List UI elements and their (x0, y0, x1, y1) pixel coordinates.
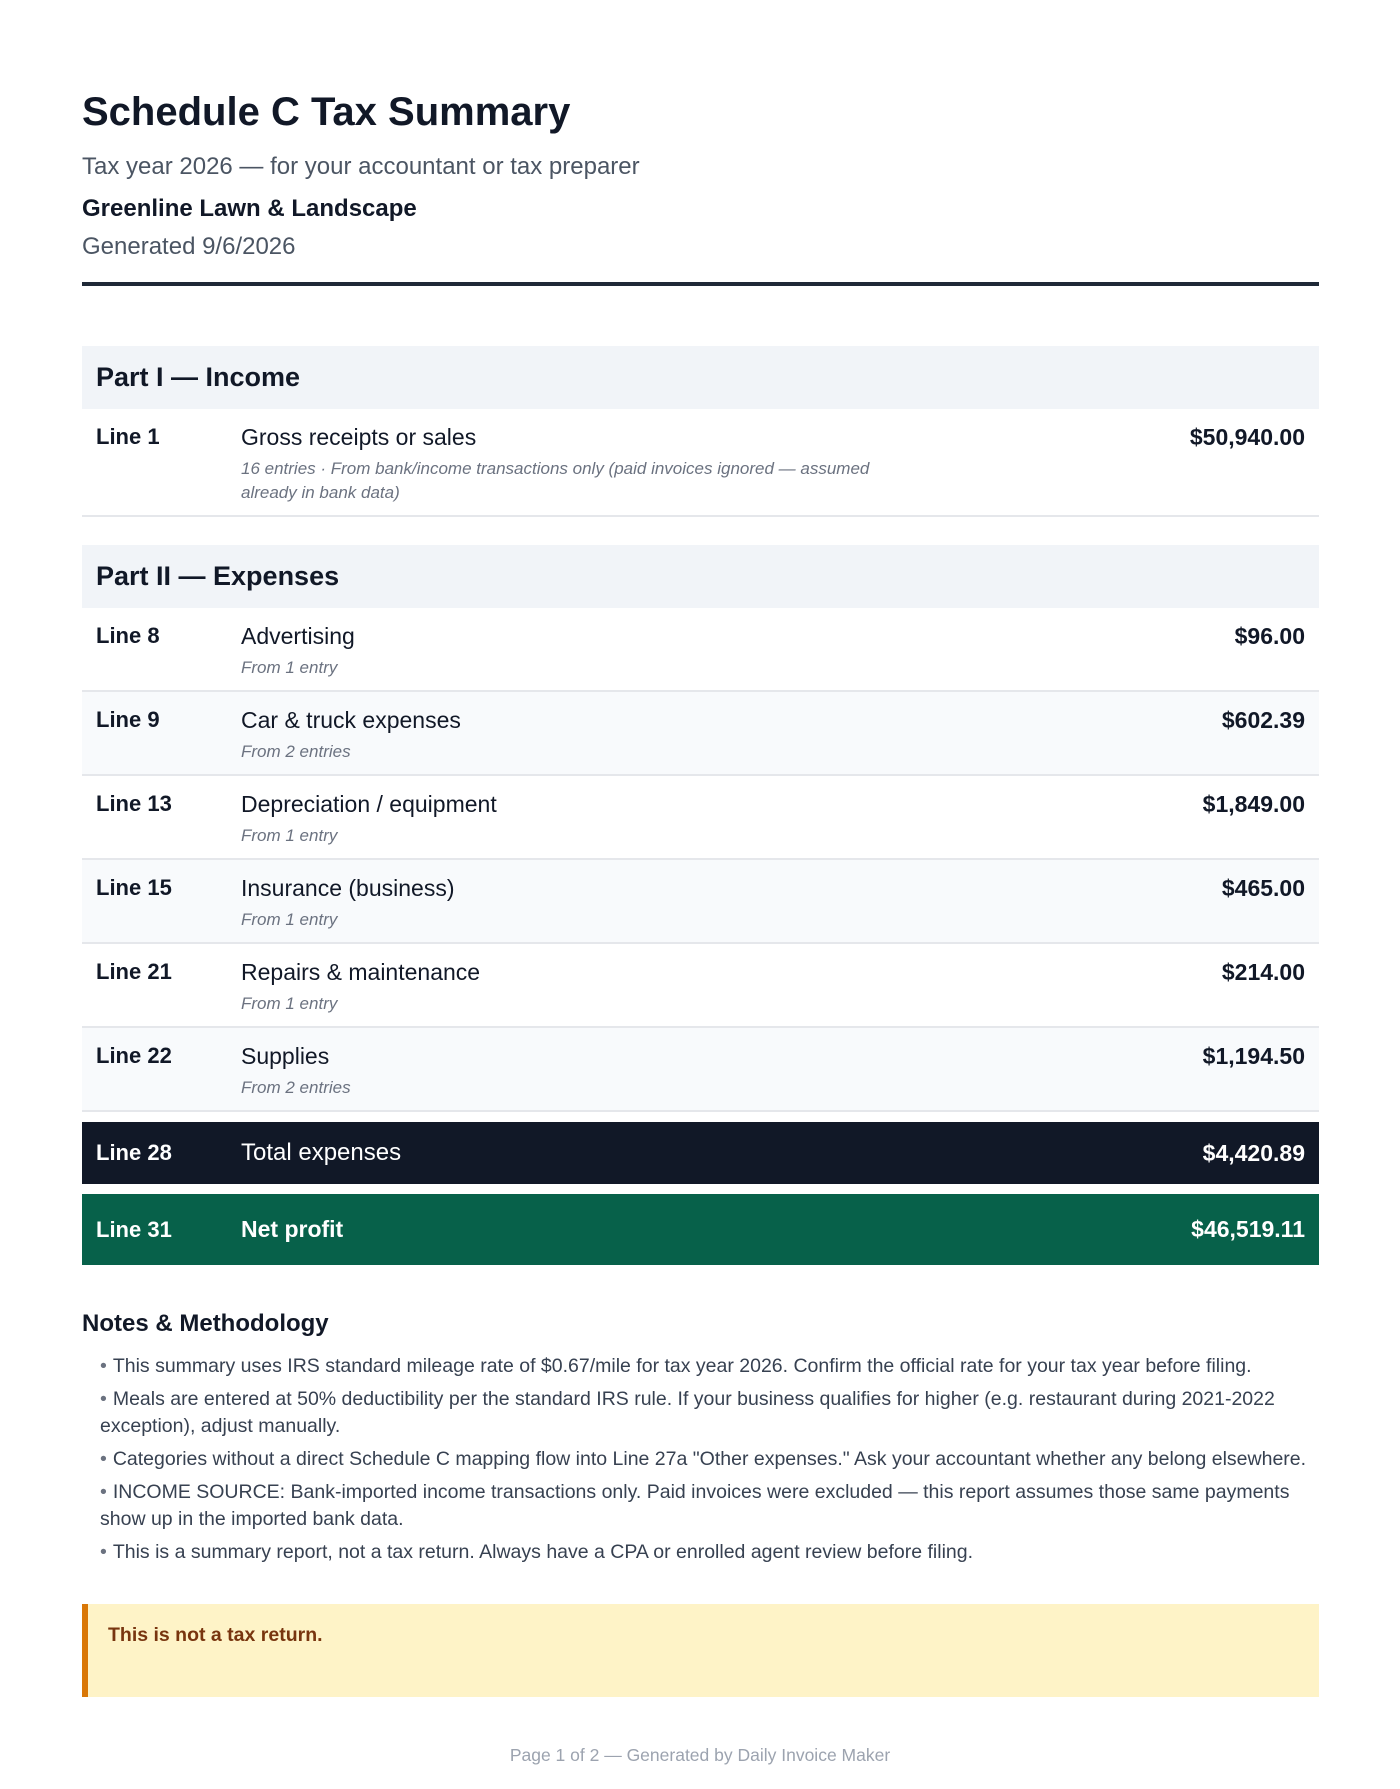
line-label: Car & truck expenses (241, 707, 461, 733)
bullet-icon: • (100, 1541, 107, 1563)
line-note: 16 entries · From bank/income transactions only (paid invoices ignored — assumed already in bank data) (241, 459, 870, 502)
line-description (241, 622, 1235, 680)
line-amount: $1,849.00 (1202, 791, 1305, 817)
table-row (82, 776, 1319, 860)
notes-heading: Notes & Methodology (82, 1310, 329, 1337)
warning-callout (82, 1604, 1319, 1697)
line-description (241, 790, 1203, 848)
table-row (82, 860, 1319, 944)
line-note: From 2 entries (241, 1078, 351, 1097)
page-footer: Page 1 of 2 — Generated by Daily Invoice Maker (509, 1745, 891, 1765)
line-note: From 1 entry (241, 910, 338, 929)
document-content (82, 84, 1319, 1697)
page-subtitle: Tax year 2026 — for your accountant or tax preparer (82, 153, 640, 180)
list-item (100, 1386, 1319, 1440)
line-number: Line 13 (96, 791, 172, 816)
line-description (241, 1042, 1203, 1100)
line-label: Advertising (241, 623, 355, 649)
business-name: Greenline Lawn & Landscape (82, 195, 417, 222)
line-label: Insurance (business) (241, 875, 455, 901)
net-profit-row (82, 1194, 1319, 1265)
line-number: Line 1 (96, 424, 160, 449)
line-number: Line 15 (96, 875, 172, 900)
net-profit-amount: $46,519.11 (1191, 1216, 1305, 1242)
list-item (100, 1479, 1319, 1533)
line-label: Repairs & maintenance (241, 959, 481, 985)
total-amount: $4,420.89 (1202, 1139, 1305, 1166)
line-number: Line 28 (96, 1140, 172, 1165)
line-description (241, 706, 1222, 764)
table-row (82, 608, 1319, 692)
total-expenses-row (82, 1122, 1319, 1184)
line-amount: $214.00 (1221, 959, 1305, 985)
table-row (82, 944, 1319, 1028)
line-number: Line 9 (96, 707, 160, 732)
table-row (82, 692, 1319, 776)
header-divider (82, 282, 1319, 286)
line-note: From 1 entry (241, 658, 338, 677)
line-amount: $96.00 (1234, 623, 1305, 649)
line-amount: $602.39 (1221, 707, 1305, 733)
line-amount: $1,194.50 (1202, 1043, 1305, 1069)
warning-text: This is not a tax return. (108, 1624, 323, 1646)
line-amount: $50,940.00 (1189, 424, 1305, 450)
line-label: Net profit (241, 1216, 344, 1242)
notes-list (82, 1353, 1319, 1566)
section-heading-income: Part I — Income (82, 346, 1319, 409)
note-text: This summary uses IRS standard mileage rate of $0.67/mile for tax year 2026. Confirm the official rate for your tax year before filing. (112, 1355, 1252, 1377)
list-item (100, 1539, 1319, 1566)
line-description (241, 423, 1190, 505)
line-amount: $465.00 (1221, 875, 1305, 901)
line-number: Line 22 (96, 1043, 172, 1068)
note-text: Categories without a direct Schedule C mapping flow into Line 27a "Other expenses." Ask your accountant whether any belong elsewhere. (112, 1448, 1307, 1470)
line-number: Line 31 (96, 1216, 172, 1242)
section-heading-expenses: Part II — Expenses (82, 545, 1319, 608)
line-label: Depreciation / equipment (241, 791, 497, 817)
line-label: Gross receipts or sales (241, 424, 477, 450)
line-description (241, 874, 1222, 932)
page-title: Schedule C Tax Summary (82, 90, 571, 134)
table-row (82, 1028, 1319, 1112)
bullet-icon: • (100, 1481, 107, 1503)
line-label: Total expenses (241, 1139, 402, 1166)
line-number: Line 21 (96, 959, 172, 984)
bullet-icon: • (100, 1388, 107, 1410)
note-text: This is a summary report, not a tax return. Always have a CPA or enrolled agent review before filing. (112, 1541, 974, 1563)
line-label: Supplies (241, 1043, 330, 1069)
line-note: From 1 entry (241, 826, 338, 845)
bullet-icon: • (100, 1355, 107, 1377)
table-row (82, 409, 1319, 517)
line-description (241, 958, 1222, 1016)
list-item (100, 1446, 1319, 1473)
line-note: From 2 entries (241, 742, 351, 761)
line-number: Line 8 (96, 623, 160, 648)
note-text: INCOME SOURCE: Bank-imported income transactions only. Paid invoices were excluded — this report assumes those same payments show up in the imported bank data. (100, 1481, 1290, 1530)
bullet-icon: • (100, 1448, 107, 1470)
generated-date: Generated 9/6/2026 (82, 233, 296, 260)
line-note: From 1 entry (241, 994, 338, 1013)
list-item (100, 1353, 1319, 1380)
note-text: Meals are entered at 50% deductibility per the standard IRS rule. If your business qualifies for higher (e.g. restaurant during 2021-2022 exception), adjust manually. (100, 1388, 1275, 1437)
